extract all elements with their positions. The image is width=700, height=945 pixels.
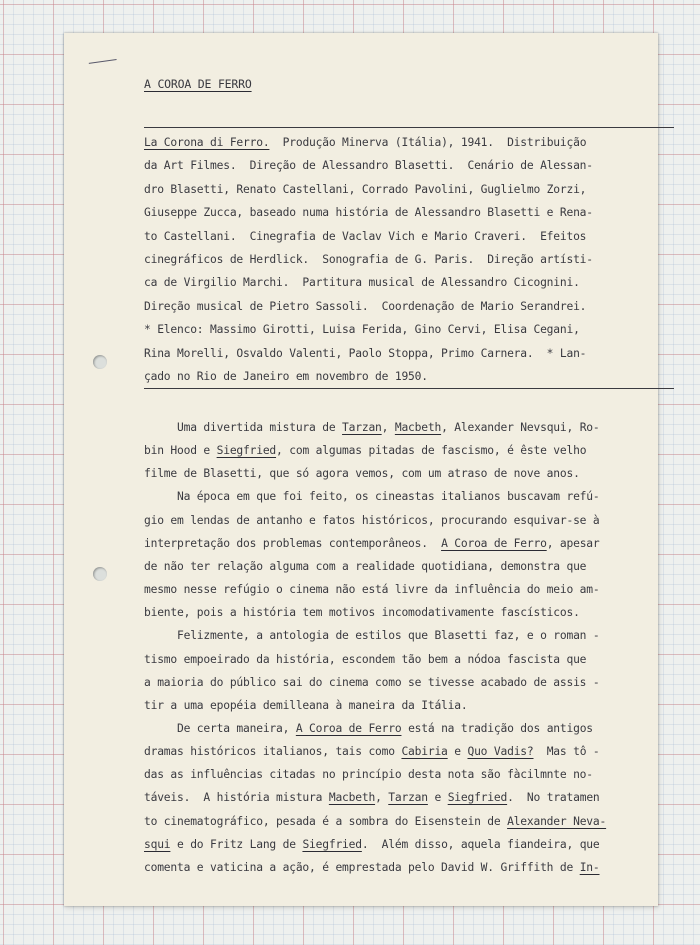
text-segment: Direção musical de Pietro Sassoli. Coordenação de Mario Serandrei. xyxy=(144,299,587,313)
body-line xyxy=(144,839,600,850)
text-segment: , com algumas pitadas de fascismo, é êste velho xyxy=(276,444,587,458)
body-line xyxy=(144,746,600,757)
text-segment: mesmo nesse refúgio o cinema não está livre da influência do meio am- xyxy=(144,583,600,597)
text-segment: . No tratamen xyxy=(507,791,600,805)
underlined-title: Macbeth xyxy=(394,421,442,434)
text-segment: , xyxy=(375,791,389,805)
body-line xyxy=(144,491,600,502)
text-segment: , Alexander Nevsqui, Ro- xyxy=(441,421,600,434)
body-line xyxy=(144,630,600,641)
text-segment: Uma divertida mistura de xyxy=(144,421,343,434)
text-segment: a maioria do público sai do cinema como se tivesse acabado de assis - xyxy=(144,675,600,689)
body-line xyxy=(144,607,580,618)
underlined-title: Tarzan xyxy=(342,421,382,434)
body-line xyxy=(144,422,600,433)
body-line xyxy=(144,584,600,595)
text-segment: , xyxy=(381,421,395,434)
text-segment: Felizmente, a antologia de estilos que Blasetti faz, e o roman - xyxy=(144,629,600,643)
text-segment: Giuseppe Zucca, baseado numa história de Alessandro Blasetti e Rena- xyxy=(144,206,593,220)
text-segment: está na tradição dos antigos xyxy=(401,721,593,735)
underlined-title: Quo Vadis? xyxy=(467,745,534,759)
credits-line xyxy=(144,231,586,242)
underlined-title: Siegfried xyxy=(216,444,277,458)
credits-line xyxy=(144,324,580,335)
text-segment: e xyxy=(427,791,448,805)
underlined-title: Tarzan xyxy=(388,791,428,805)
text-segment: to cinematográfico, pesada é a sombra do Eisenstein de xyxy=(144,814,508,828)
text-segment: dramas históricos italianos, tais como xyxy=(144,745,402,759)
typewritten-page xyxy=(64,33,658,906)
body-line xyxy=(144,654,586,665)
text-segment: gio em lendas de antanho e fatos históricos, procurando esquivar-se à xyxy=(144,513,600,527)
text-segment: tismo empoeirado da história, escondem tão bem a nódoa fascista que xyxy=(144,652,587,666)
text-segment: de não ter relação alguma com a realidade quotidiana, demonstra que xyxy=(144,559,587,573)
credits-line xyxy=(144,137,586,148)
text-segment: cinegráficos de Herdlick. Sonografia de G. Paris. Direção artísti- xyxy=(144,253,593,266)
text-segment: bin Hood e xyxy=(144,444,217,458)
text-segment: Rina Morelli, Osvaldo Valenti, Paolo Stoppa, Primo Carnera. * Lan- xyxy=(144,346,587,360)
text-segment: * Elenco: Massimo Girotti, Luisa Ferida, Gino Cervi, Elisa Cegani, xyxy=(144,323,580,337)
pencil-mark xyxy=(87,49,116,64)
underlined-title: In- xyxy=(579,860,600,874)
body-line xyxy=(144,515,600,526)
rule-top xyxy=(144,127,674,128)
body-line xyxy=(144,445,586,456)
punch-hole-bottom xyxy=(93,567,107,581)
credits-line xyxy=(144,254,593,265)
text-segment: Na época em que foi feito, os cineastas italianos buscavam refú- xyxy=(144,490,600,504)
text-segment: e xyxy=(447,745,468,759)
text-segment: dro Blasetti, Renato Castellani, Corrado Pavolini, Guglielmo Zorzi, xyxy=(144,182,587,196)
underlined-title: A Coroa de Ferro xyxy=(295,721,402,735)
text-segment: biente, pois a história tem motivos incomodativamente fascísticos. xyxy=(144,606,580,620)
document-title: A COROA DE FERRO xyxy=(144,77,252,91)
text-segment: tir a uma epopéia demilleana à maneira da Itália. xyxy=(144,698,468,712)
body-line xyxy=(144,468,580,479)
underlined-title: Siegfried xyxy=(302,837,362,851)
text-segment: De certa maneira, xyxy=(144,721,296,735)
body-line xyxy=(144,538,600,549)
text-segment: Mas tô - xyxy=(533,745,600,759)
text-segment: comenta e vaticina a ação, é emprestada pelo David W. Griffith de xyxy=(144,860,580,874)
underlined-title: A Coroa de Ferro xyxy=(441,536,547,550)
body-line xyxy=(144,561,586,572)
text-segment: ca de Virgilio Marchi. Partitura musical de Alessandro Cicognini. xyxy=(144,276,580,290)
body-line xyxy=(144,816,606,827)
credits-line xyxy=(144,184,586,195)
underlined-title: Alexander Neva- xyxy=(507,814,607,828)
body-line xyxy=(144,700,467,711)
credits-line xyxy=(144,160,593,171)
text-segment: Produção Minerva (Itália), 1941. Distribuição xyxy=(269,136,587,149)
underlined-title: squi xyxy=(144,837,171,851)
body-line xyxy=(144,769,593,780)
underlined-title: Cabiria xyxy=(401,745,448,759)
underlined-title: La Corona di Ferro. xyxy=(144,136,270,149)
rule-bottom xyxy=(144,388,674,389)
body-line xyxy=(144,723,593,734)
credits-line xyxy=(144,348,586,359)
text-segment: das as influências citadas no princípio desta nota são fàcilmnte no- xyxy=(144,768,593,782)
credits-line xyxy=(144,371,428,382)
underlined-title: Siegfried xyxy=(447,791,508,805)
text-segment: e do Fritz Lang de xyxy=(170,837,303,851)
credits-line xyxy=(144,277,580,288)
body-line xyxy=(144,677,600,688)
text-segment: , apesar xyxy=(546,536,600,550)
text-segment: . Além disso, aquela fiandeira, que xyxy=(361,837,600,851)
body-line xyxy=(144,862,600,873)
text-segment: filme de Blasetti, que só agora vemos, com um atraso de nove anos. xyxy=(144,467,580,481)
text-segment: da Art Filmes. Direção de Alessandro Blasetti. Cenário de Alessan- xyxy=(144,159,593,173)
credits-line xyxy=(144,207,593,218)
text-segment: çado no Rio de Janeiro em novembro de 1950. xyxy=(144,370,428,383)
text-segment: to Castellani. Cinegrafia de Vaclav Vich e Mario Craveri. Efeitos xyxy=(144,229,587,243)
underlined-title: Macbeth xyxy=(328,791,376,805)
credits-line xyxy=(144,301,586,312)
text-segment: interpretação dos problemas contemporâneos. xyxy=(144,536,442,550)
body-line xyxy=(144,792,600,803)
punch-hole-top xyxy=(93,355,107,369)
text-segment: táveis. A história mistura xyxy=(144,791,329,805)
